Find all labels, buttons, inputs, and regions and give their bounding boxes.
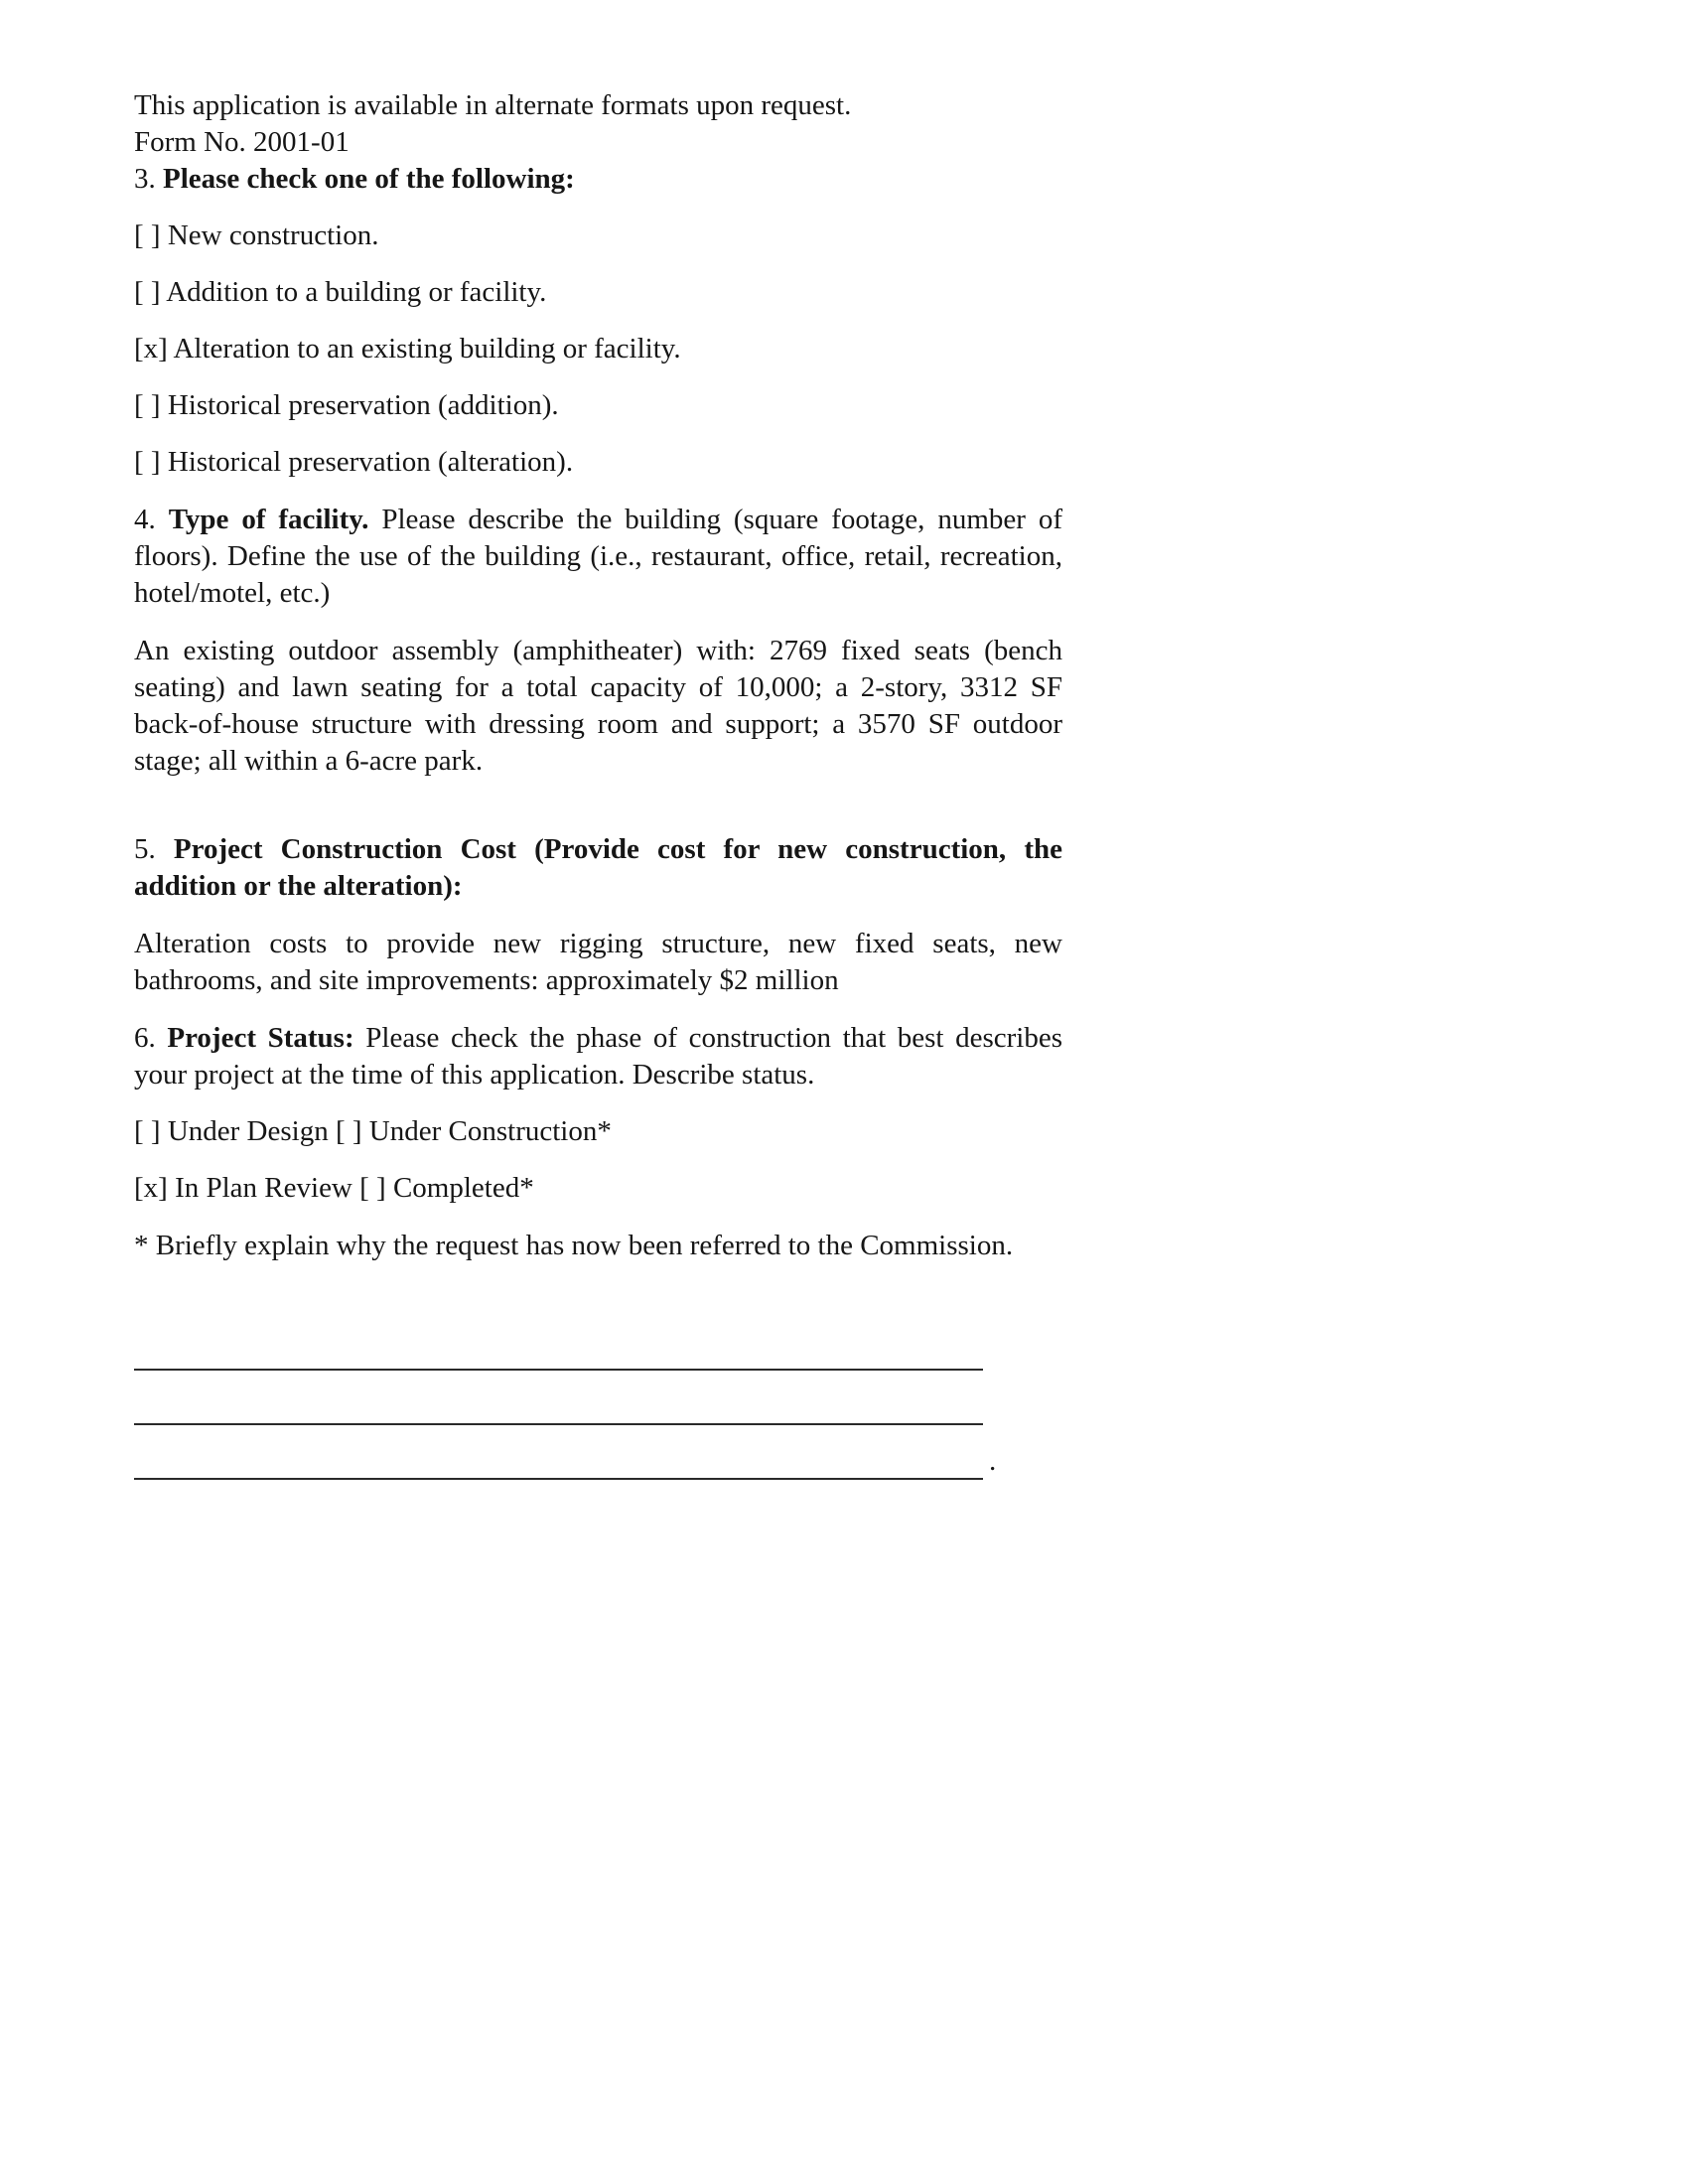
option-label: Alteration to an existing building or facility. <box>173 333 681 364</box>
status-label-in-plan-review: In Plan Review <box>175 1172 352 1204</box>
trailing-period: . <box>989 1445 997 1477</box>
option-label: Addition to a building or facility. <box>166 276 547 308</box>
section3-heading <box>134 161 1062 198</box>
footnote-explanation: * Briefly explain why the request has now been referred to the Commission. <box>134 1230 1014 1261</box>
option-addition <box>134 274 1062 311</box>
option-historical-addition <box>134 387 1062 424</box>
form-number: Form No. 2001-01 <box>134 126 350 158</box>
checkbox-historical-alteration[interactable]: [ ] <box>134 446 161 478</box>
alternate-formats-notice: This application is available in alternate formats upon request. <box>134 89 852 121</box>
status-label-under-construction: Under Construction* <box>368 1115 612 1147</box>
status-row-review-completed <box>134 1170 1062 1207</box>
status-row-design-construction <box>134 1113 1062 1150</box>
document-body <box>134 87 1062 1480</box>
checkbox-new-construction[interactable]: [ ] <box>134 219 161 251</box>
section4-title-rest: Please describe the building (square footage, number of floors). Define the use of the building (i.e., restaurant, office, retail, recreation, hotel/motel, etc.) <box>134 504 1062 609</box>
section6-title: Project Status: <box>167 1022 354 1054</box>
write-in-line-2[interactable] <box>134 1369 983 1425</box>
status-label-under-design: Under Design <box>167 1115 329 1147</box>
option-new-construction <box>134 218 1062 254</box>
write-in-line-row <box>134 1371 1062 1425</box>
option-label: Historical preservation (alteration). <box>167 446 574 478</box>
section5-title: Project Construction Cost (Provide cost for new construction, the addition or the alteration): <box>134 833 1062 902</box>
write-in-line-row <box>134 1316 1062 1371</box>
section3-number: 3. <box>134 163 156 195</box>
section6-heading <box>134 1020 1062 1093</box>
write-in-area <box>134 1316 1062 1480</box>
write-in-line-row <box>134 1425 1062 1480</box>
option-alteration <box>134 331 1062 367</box>
section4-title: Type of facility. <box>168 504 369 535</box>
write-in-line-1[interactable] <box>134 1314 983 1371</box>
checkbox-completed[interactable]: [ ] <box>359 1172 386 1204</box>
section5-number: 5. <box>134 833 156 865</box>
section4-heading <box>134 502 1062 612</box>
section6-number: 6. <box>134 1022 156 1054</box>
checkbox-under-construction[interactable]: [ ] <box>335 1115 362 1147</box>
section5-body: Alteration costs to provide new rigging structure, new fixed seats, new bathrooms, and site improvements: approximately $2 million <box>134 928 1062 996</box>
checkbox-addition[interactable]: [ ] <box>134 276 161 308</box>
checkbox-historical-addition[interactable]: [ ] <box>134 389 161 421</box>
checkbox-under-design[interactable]: [ ] <box>134 1115 161 1147</box>
checkbox-in-plan-review[interactable]: [x] <box>134 1172 168 1204</box>
section3-title: Please check one of the following: <box>163 163 575 195</box>
write-in-line-3[interactable] <box>134 1423 983 1480</box>
section6-title-rest: Please check the phase of construction that best describes your project at the time of this application. Describe status. <box>134 1022 1063 1091</box>
section5-heading <box>134 831 1062 905</box>
status-label-completed: Completed* <box>392 1172 534 1204</box>
option-label: New construction. <box>167 219 379 251</box>
checkbox-alteration[interactable]: [x] <box>134 333 168 364</box>
section4-number: 4. <box>134 504 156 535</box>
option-historical-alteration <box>134 444 1062 481</box>
option-label: Historical preservation (addition). <box>167 389 559 421</box>
section4-body: An existing outdoor assembly (amphitheater) with: 2769 fixed seats (bench seating) and lawn seating for a total capacity of 10,000; a 2-story, 3312 SF back-of-house structure with dressing room and support; a 3570 SF outdoor stage; all within a 6-acre park. <box>134 635 1062 777</box>
